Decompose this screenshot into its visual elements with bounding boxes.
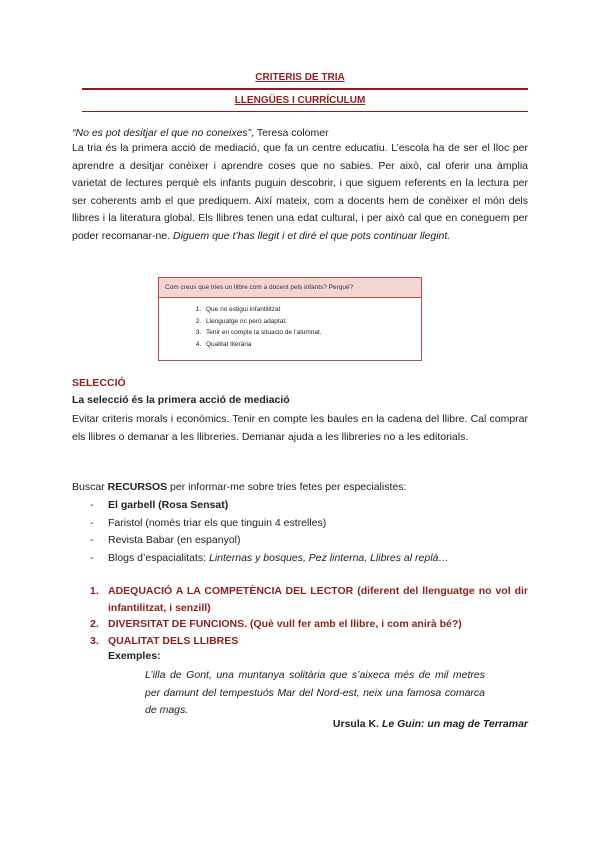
list-item [90,497,530,515]
list-item: 4. Qualitat literària [203,339,421,351]
list-item [90,616,528,633]
recursos-intro [72,481,406,493]
criteria-number: 2. [90,618,99,630]
example-attribution [333,718,528,730]
list-item [90,532,530,550]
list-dash: - [90,551,94,564]
intro-italic: Diguem que t’has llegit i et diré el que pots continuar llegint. [172,229,451,242]
list-item [90,550,530,568]
recursos-prefix: Buscar [72,481,105,493]
list-dash: - [90,499,94,511]
resource-blogs-names: Linternas y bosques, Pez linterna, Llibres al replà… [208,551,449,564]
criteria-number: 1. [90,585,99,597]
section-heading-seleccio: SELECCIÓ [72,377,126,389]
intro-text: La tria és la primera acció de mediació, que fa un centre educatiu. L’escola ha de ser el lloc per aprendre a desitjar conèixer i aprendre coses que no sabies. Per això, cal oferir una àmplia varietat de lectures perquè els infants puguin descobrir, i que siguem referents en la lectura per ser coherents amb el que prediquem. Així mateix, com a docents hem de conèixer el món dels llibres i la literatura global. Els llibres tenen una edat cultural, i per això cal que en coneguem per poder recomanar-ne. [72,142,528,242]
question-box [158,277,422,361]
list-item: 1. Que no estigui infantilitzat [203,304,421,316]
document-title: CRITERIS DE TRIA [255,72,345,83]
recursos-suffix: per informar-me sobre tries fetes per especialistes: [170,481,407,493]
example-excerpt: L’illa de Gont, una muntanya solitària que s’aixeca més de mil metres per damunt del tempestuós Mar del Nord-est, neix una famosa comarca de mags. [145,669,485,716]
list-dash: - [90,516,94,529]
document-subtitle: LLENGÜES I CURRÍCULUM [234,95,366,106]
resource-blogs-label: Blogs d’espacialitats: [108,551,207,564]
question-box-title: Com creus que tries un llibre com a docent pels infants? Perquè? [159,278,421,298]
title-divider [82,88,528,90]
resources-list [90,497,530,567]
list-item [90,633,528,650]
subtitle-divider [82,111,528,112]
resource-garbell: El garbell (Rosa Sensat) [108,499,229,511]
epigraph [72,125,528,141]
epigraph-author: , Teresa colomer [251,127,329,139]
list-item [90,515,530,533]
criteria-number: 3. [90,634,99,647]
list-dash: - [90,534,94,546]
list-item: 2. Llenguatge ric però adaptat. [203,316,421,328]
resource-faristol: Faristol (només triar els que tinguin 4 estrelles) [108,516,327,529]
criteria-text: ADEQUACIÓ A LA COMPETÈNCIA DEL LECTOR (diferent del llenguatge no vol dir infantilitzat, i senzill) [108,585,528,614]
attribution-author: Ursula K. [332,718,380,730]
list-item [90,583,528,616]
intro-paragraph [72,140,528,246]
resource-babar: Revista Babar (en espanyol) [108,534,241,546]
attribution-work: Le Guin: un mag de Terramar [381,718,528,730]
seleccio-paragraph: Evitar criteris morals i econòmics. Tenir en compte les baules en la cadena del llibre. Cal comprar els llibres o demanar a les llibreries. Demanar ajuda a les llibreries no a les editorials. [72,413,528,443]
section-subheading: La selecció és la primera acció de mediació [72,394,290,406]
list-item: 3. Tenir en compte la situació de l’alumnat. [203,327,421,339]
question-box-list [159,304,421,350]
criteria-list [90,583,528,649]
recursos-bold: RECURSOS [107,481,168,493]
criteria-text: QUALITAT DELS LLIBRES [108,634,239,647]
epigraph-quote: “No es pot desitjar el que no coneixes” [72,127,252,139]
examples-label: Exemples: [108,650,161,662]
criteria-text: DIVERSITAT DE FUNCIONS. (Què vull fer amb el llibre, i com anirà bé?) [108,618,462,630]
